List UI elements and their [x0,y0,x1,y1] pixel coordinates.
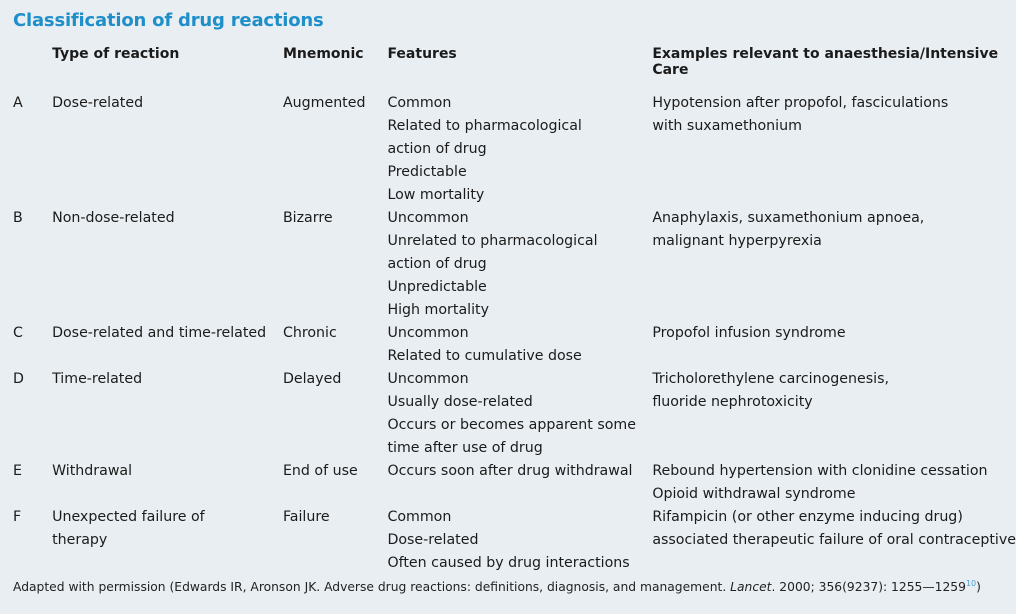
example-line: fluoride nephrotoxicity [652,394,813,410]
feature-line: Predictable [387,164,467,180]
reaction-type [52,368,283,460]
reaction-examples [652,368,1016,460]
feature-line: Related to pharmacological [387,118,582,134]
source-journal: Lancet [730,580,772,594]
example-line: Anaphylaxis, suxamethonium apnoea, [652,210,925,226]
example-line: with suxamethonium [652,118,802,134]
reaction-letter: C [13,325,23,341]
table-row [13,460,1016,506]
table-row [13,506,1016,575]
header-examples: Examples relevant to anaesthesia/Intensive Care [652,46,999,78]
table-row [13,207,1016,322]
reaction-type-line: Non-dose-related [52,210,175,226]
drug-reactions-table [13,46,1016,575]
feature-line: Dose-related [387,532,479,548]
example-line: malignant hyperpyrexia [652,233,822,249]
reaction-type-line: Unexpected failure of [52,509,205,525]
reaction-letter: F [13,509,22,525]
feature-line: Uncommon [387,325,469,341]
header-mnemonic: Mnemonic [282,46,364,62]
reaction-mnemonic: Bizarre [282,210,333,226]
table-row [13,78,1016,207]
table-row [13,322,1016,368]
source-note [13,580,981,594]
example-line: Propofol infusion syndrome [652,325,846,341]
reaction-letter: B [13,210,23,226]
header-type: Type of reaction [52,46,180,62]
feature-line: Uncommon [387,210,469,226]
reaction-features [387,322,652,368]
reaction-mnemonic: Failure [282,509,330,525]
feature-line: Often caused by drug interactions [387,555,630,571]
table-title: Classification of drug reactions [13,10,324,31]
header-features: Features [387,46,457,62]
reaction-type-line: Dose-related [52,95,144,111]
feature-line: time after use of drug [387,440,543,456]
reaction-features [387,78,652,207]
source-close: ) [976,580,981,594]
reaction-letter: D [13,371,24,387]
reaction-mnemonic: Chronic [282,325,337,341]
reaction-type [52,460,283,506]
reaction-type [52,506,283,575]
header-letter [13,46,52,78]
example-line: Rifampicin (or other enzyme inducing drug) [652,509,963,525]
reaction-examples [652,460,1016,506]
reaction-mnemonic: Delayed [282,371,342,387]
reaction-mnemonic: End of use [282,463,358,479]
feature-line: Occurs or becomes apparent some [387,417,636,433]
reaction-examples [652,506,1016,575]
reaction-features [387,207,652,322]
source-citation: . 2000; 356(9237): 1255—1259 [771,580,966,594]
header-row [13,46,1016,78]
example-line: Rebound hypertension with clonidine cessation [652,463,988,479]
example-line: associated therapeutic failure of oral contraceptive [652,532,1016,548]
reaction-features [387,460,652,506]
feature-line: Unpredictable [387,279,487,295]
feature-line: Occurs soon after drug withdrawal [387,463,633,479]
example-line: Tricholorethylene carcinogenesis, [652,371,889,387]
reaction-type-line: therapy [52,532,108,548]
feature-line: Common [387,95,452,111]
feature-line: Low mortality [387,187,485,203]
reaction-examples [652,207,1016,322]
feature-line: Unrelated to pharmacological [387,233,598,249]
reaction-type-line: Withdrawal [52,463,133,479]
reaction-letter: E [13,463,22,479]
reaction-type [52,78,283,207]
feature-line: action of drug [387,256,487,272]
reaction-examples [652,78,1016,207]
reaction-type [52,207,283,322]
feature-line: Usually dose-related [387,394,533,410]
feature-line: Uncommon [387,371,469,387]
reaction-type [52,322,283,368]
example-line: Opioid withdrawal syndrome [652,486,856,502]
reaction-type-line: Time-related [52,371,143,387]
feature-line: action of drug [387,141,487,157]
source-note-text: Adapted with permission (Edwards IR, Aronson JK. Adverse drug reactions: definitions, diagnosis, and management. [13,580,731,594]
reaction-features [387,368,652,460]
reaction-features [387,506,652,575]
example-line: Hypotension after propofol, fasciculations [652,95,949,111]
feature-line: High mortality [387,302,489,318]
reaction-examples [652,322,1016,368]
table-body [13,78,1016,575]
feature-line: Common [387,509,452,525]
reaction-letter: A [13,95,23,111]
reaction-mnemonic: Augmented [282,95,366,111]
reaction-type-line: Dose-related and time-related [52,325,267,341]
feature-line: Related to cumulative dose [387,348,582,364]
reference-number: 10 [965,578,977,588]
table-row [13,368,1016,460]
